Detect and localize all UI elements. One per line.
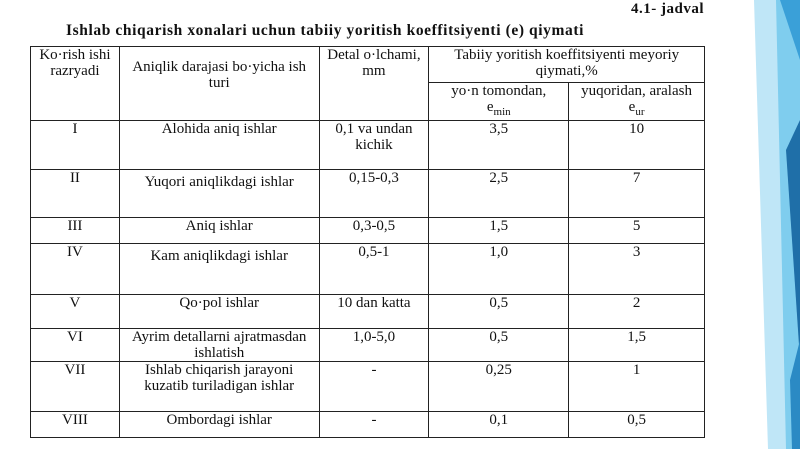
table-number: 4.1- jadval	[631, 1, 704, 17]
cell-type: Aniq ishlar	[119, 218, 319, 244]
table-row	[31, 170, 705, 218]
decorative-shapes	[690, 0, 800, 449]
cell-side: 0,5	[429, 328, 569, 361]
cell-side: 0,25	[429, 361, 569, 411]
cell-size: 0,3-0,5	[319, 218, 429, 244]
cell-top: 7	[569, 170, 705, 218]
table-title: Ishlab chiqarish xonalari uchun tabiiy yoritish koeffitsiyenti (e) qiymati	[66, 22, 585, 39]
table-row	[31, 328, 705, 361]
cell-type: Yuqori aniqlikdagi ishlar	[119, 170, 319, 218]
cell-side: 0,1	[429, 411, 569, 437]
header-side-index: min	[493, 106, 511, 119]
header-top-index: ur	[635, 106, 645, 119]
cell-top: 3	[569, 244, 705, 294]
cell-size: -	[319, 411, 429, 437]
cell-type: Ayrim detallarni ajratmasdan ishlatish	[119, 328, 319, 361]
cell-side: 2,5	[429, 170, 569, 218]
cell-top: 0,5	[569, 411, 705, 437]
cell-rank: IV	[31, 244, 120, 294]
cell-rank: V	[31, 294, 120, 328]
cell-size: -	[319, 361, 429, 411]
cell-top: 5	[569, 218, 705, 244]
cell-rank: VII	[31, 361, 120, 411]
cell-top: 2	[569, 294, 705, 328]
cell-rank: VI	[31, 328, 120, 361]
header-detail-size: Detal o·lchami, mm	[319, 47, 429, 121]
cell-size: 0,1 va undan kichik	[319, 121, 429, 170]
cell-top: 1,5	[569, 328, 705, 361]
header-side-label: yo·n tomondan,	[451, 83, 547, 100]
cell-rank: VIII	[31, 411, 120, 437]
header-rank: Ko·rish ishi razryadi	[31, 47, 120, 121]
cell-size: 10 dan katta	[319, 294, 429, 328]
cell-size: 0,15-0,3	[319, 170, 429, 218]
table-row	[31, 411, 705, 437]
data-table	[30, 46, 705, 438]
table-row	[31, 361, 705, 411]
cell-top: 10	[569, 121, 705, 170]
header-top-symbol: e	[628, 99, 636, 116]
header-side-symbol: e	[486, 99, 494, 116]
table-row	[31, 244, 705, 294]
header-work-type: Aniqlik darajasi bo·yicha ish turi	[119, 47, 319, 121]
cell-type: Kam aniqlikdagi ishlar	[119, 244, 319, 294]
table-row	[31, 294, 705, 328]
cell-top: 1	[569, 361, 705, 411]
cell-side: 0,5	[429, 294, 569, 328]
cell-rank: I	[31, 121, 120, 170]
cell-type: Ombordagi ishlar	[119, 411, 319, 437]
table-row	[31, 121, 705, 170]
header-coefficient-group: Tabiiy yoritish koeffitsiyenti meyoriy qiymati,%	[429, 47, 705, 83]
cell-type: Alohida aniq ishlar	[119, 121, 319, 170]
cell-side: 1,0	[429, 244, 569, 294]
cell-size: 0,5-1	[319, 244, 429, 294]
cell-side: 1,5	[429, 218, 569, 244]
cell-type: Ishlab chiqarish jarayoni kuzatib turiladigan ishlar	[119, 361, 319, 411]
header-top	[569, 83, 705, 121]
cell-side: 3,5	[429, 121, 569, 170]
header-top-label: yuqoridan, aralash	[581, 83, 692, 100]
cell-rank: III	[31, 218, 120, 244]
cell-rank: II	[31, 170, 120, 218]
cell-type: Qo·pol ishlar	[119, 294, 319, 328]
cell-size: 1,0-5,0	[319, 328, 429, 361]
header-side	[429, 83, 569, 121]
table-row	[31, 218, 705, 244]
